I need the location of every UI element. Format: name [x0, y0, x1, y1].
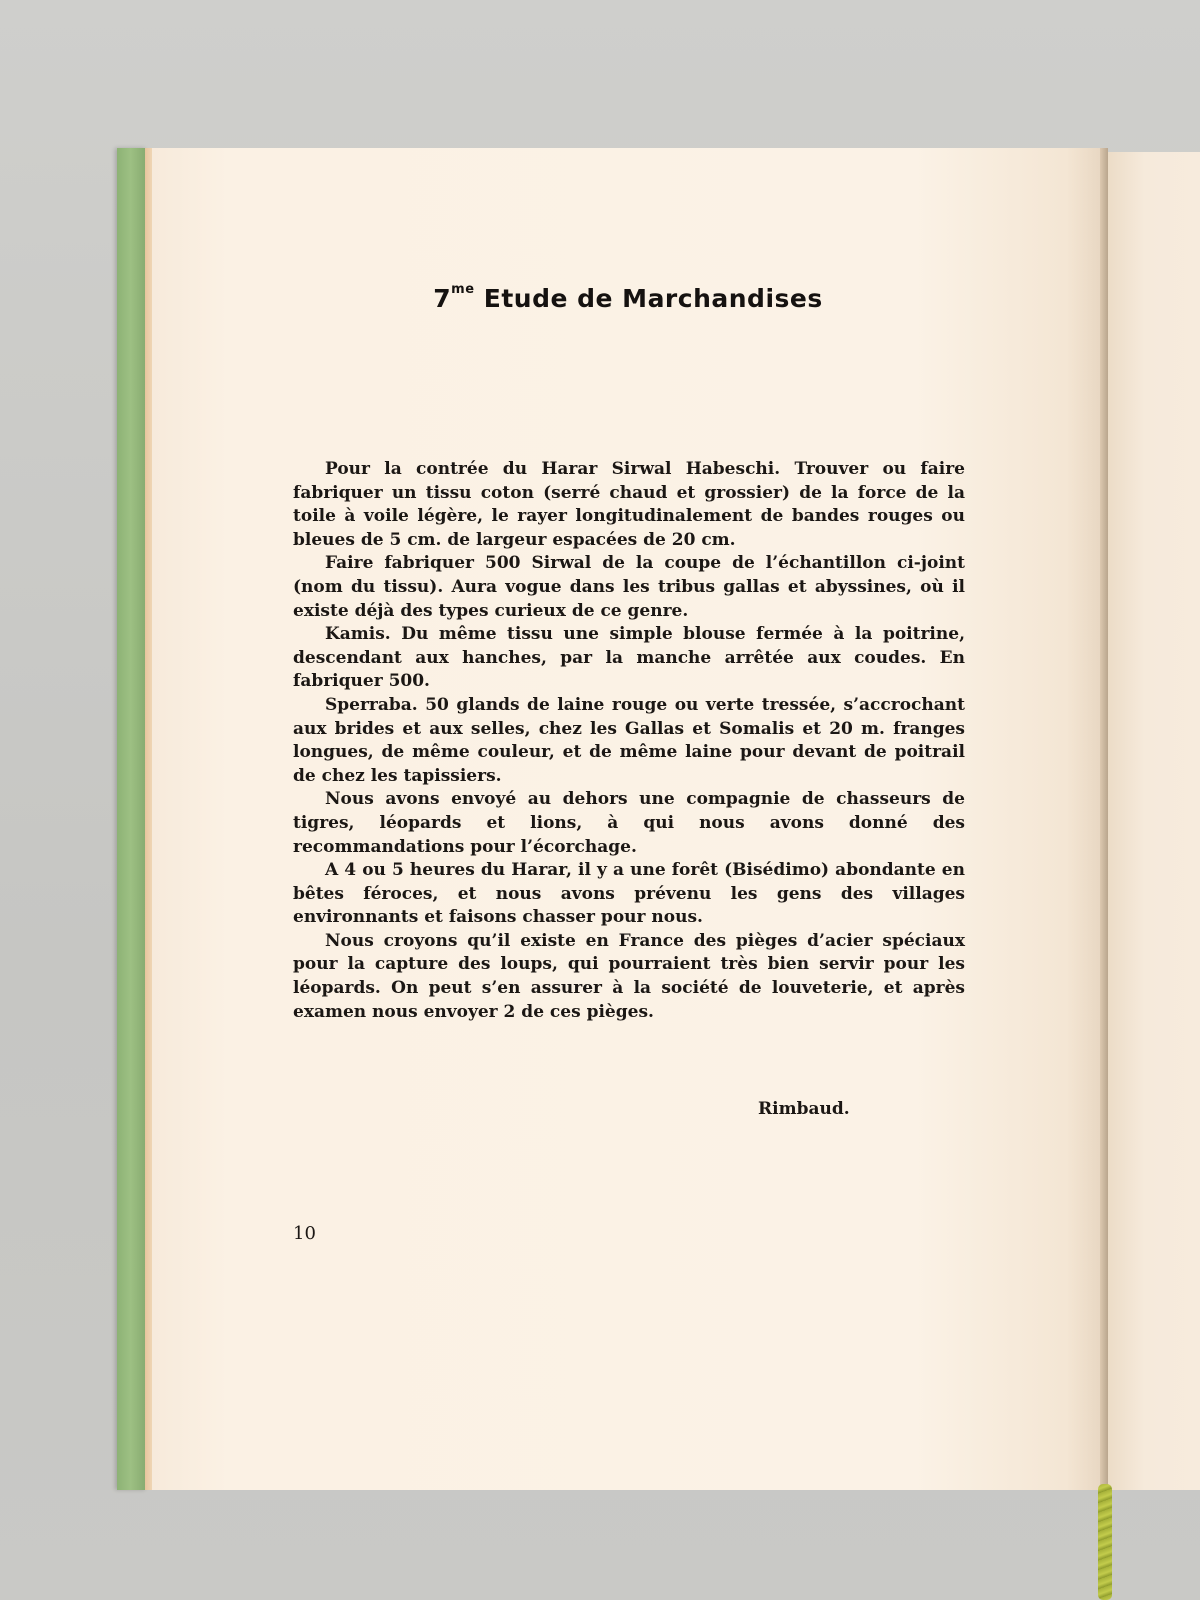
title-superscript: me [451, 282, 475, 297]
title-text: Etude de Marchandises [483, 284, 823, 313]
paragraph: Kamis. Du même tissu une simple blouse fermée à la poitrine, descendant aux hanches, par la manche arrêtée aux coudes. En fabriquer 500. [293, 624, 965, 692]
facing-page [1108, 152, 1200, 1490]
page-title [152, 284, 1104, 313]
paragraph: Nous avons envoyé au dehors une compagnie de chasseurs de tigres, léopards et lions, à qui nous avons donné des recommandations pour l’écorchage. [293, 789, 965, 857]
paragraph: A 4 ou 5 heures du Harar, il y a une forêt (Bisédimo) abondante en bêtes féroces, et nous avons prévenu les gens des villages environnants et faisons chasser pour nous. [293, 860, 965, 928]
body-text [293, 458, 965, 1024]
title-number: 7 [433, 284, 452, 313]
paragraph: Pour la contrée du Harar Sirwal Habeschi. Trouver ou faire fabriquer un tissu coton (serré chaud et grossier) de la force de la toile à voile légère, le rayer longitudinalement de bandes rouges ou bleues de 5 cm. de largeur espacées de 20 cm. [293, 459, 965, 550]
bookmark-ribbon [1098, 1484, 1112, 1600]
paragraph: Sperraba. 50 glands de laine rouge ou verte tressée, s’accrochant aux brides et aux selles, chez les Gallas et Somalis et 20 m. franges longues, de même couleur, et de même laine pour devant de poitrail de chez les tapissiers. [293, 694, 965, 786]
paragraph: Faire fabriquer 500 Sirwal de la coupe de l’échantillon ci-joint (nom du tissu). Aura vogue dans les tribus gallas et abyssines, où il existe déjà des types curieux de ce genre. [293, 553, 965, 621]
book-gutter [1100, 148, 1108, 1490]
page-number: 10 [293, 1223, 316, 1244]
signature: Rimbaud. [758, 1099, 850, 1119]
paragraph: Nous croyons qu’il existe en France des pièges d’acier spéciaux pour la capture des loups, qui pourraient très bien servir pour les léopards. On peut s’en assurer à la société de louveterie, et après examen nous envoyer 2 de ces pièges. [293, 930, 965, 1022]
green-cover-edge [117, 148, 147, 1490]
